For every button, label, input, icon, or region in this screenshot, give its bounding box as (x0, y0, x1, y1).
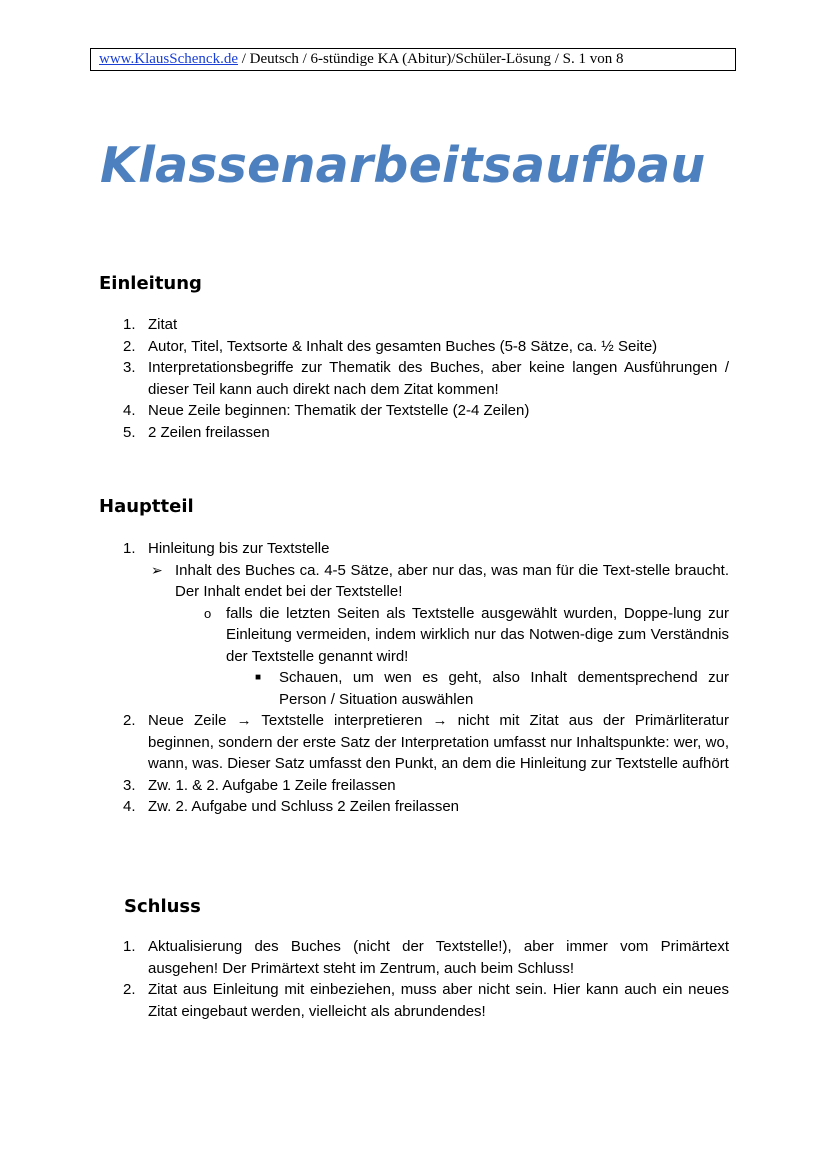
list-item: 4. Neue Zeile beginnen: Thematik der Textstelle (2-4 Zeilen) (123, 402, 530, 419)
list-item: 2. Autor, Titel, Textsorte & Inhalt des gesamten Buches (5-8 Sätze, ca. ½ Seite) (123, 337, 658, 355)
list-hauptteil (123, 538, 729, 818)
page-header (90, 48, 736, 71)
page-title: Klassenarbeitsaufbau (100, 137, 706, 194)
list-item: 3. Interpretationsbegriffe zur Thematik des Buches, aber keine langen Ausführungen / dieser Teil kann auch direkt nach dem Zitat kommen! (123, 359, 729, 398)
list-item: 3. Zw. 1. & 2. Aufgabe 1 Zeile freilassen (123, 776, 396, 794)
website-link[interactable]: www.KlausSchenck.de (99, 51, 238, 67)
list-item: 2. Zitat aus Einleitung mit einbeziehen, muss aber nicht sein. Hier kann auch ein neues Zitat eingebaut werden, vielleicht als abrundendes! (123, 981, 729, 1020)
sub-item-level2: o falls die letzten Seiten als Textstelle ausgewählt wurden, Doppe-lung zur Einleitung vermeiden, indem wirklich nur das Notwen-dige zum Verständnis der Textstelle genannt wird! (204, 604, 729, 665)
heading-hauptteil: Hauptteil (99, 496, 194, 517)
sub-item-level1: ➢ Inhalt des Buches ca. 4-5 Sätze, aber nur das, was man für die Text-stelle braucht. Der Inhalt endet bei der Textstelle! (151, 561, 729, 600)
square-bullet-icon: ■ (255, 672, 262, 683)
list-item: 4. Zw. 2. Aufgabe und Schluss 2 Zeilen freilassen (123, 798, 460, 815)
list-schluss (123, 936, 729, 1022)
list-einleitung (123, 314, 729, 443)
heading-einleitung: Einleitung (99, 273, 202, 294)
list-item: 1. Hinleitung bis zur Textstelle (123, 540, 330, 557)
sub-item-level3: ■ Schauen, um wen es geht, also Inhalt dementsprechend zur Person / Situation auswählen (255, 669, 729, 708)
arrow-bullet-icon: ➢ (151, 561, 163, 578)
header-path: / Deutsch / 6-stündige KA (Abitur)/Schüler-Lösung / S. 1 von 8 (238, 51, 624, 67)
list-item: 1. Aktualisierung des Buches (nicht der Textstelle!), aber immer vom Primärtext ausgehen! Der Primärtext steht im Zentrum, auch beim Schluss! (123, 938, 729, 977)
list-item: 5. 2 Zeilen freilassen (123, 423, 270, 441)
heading-schluss: Schluss (124, 896, 201, 917)
list-item: 1. Zitat (123, 316, 178, 333)
list-item: 2. Neue Zeile → Textstelle interpretieren → nicht mit Zitat aus der Primärliteratur beginnen, sondern der erste Satz der Interpretation umfasst nur Inhaltspunkte: wer, wo, wann, was. Dieser Satz umfasst den Punkt, an dem die Hinleitung zur Textstelle aufhört (123, 712, 729, 772)
circle-bullet-icon: o (204, 605, 212, 621)
